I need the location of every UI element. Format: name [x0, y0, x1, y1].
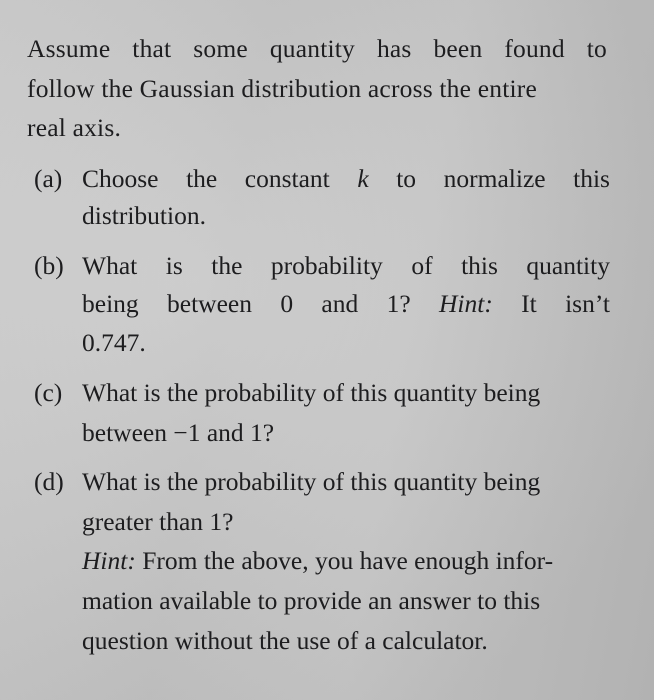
- item-a-word: to: [396, 164, 417, 193]
- item-d-hint-label: Hint:: [82, 546, 136, 575]
- intro-word: to: [586, 34, 607, 63]
- item-b-word: being: [82, 289, 139, 318]
- item-d-line-1: What is the probability of this quantity being: [82, 467, 541, 496]
- item-b-label: (b): [34, 251, 64, 280]
- item-b-word: isn’t: [565, 289, 610, 318]
- item-b-line-1: [82, 251, 610, 281]
- item-a-constant-k: k: [357, 164, 369, 193]
- item-d-label: (d): [34, 467, 64, 496]
- item-c-label: (c): [34, 378, 63, 407]
- item-a-word: Choose: [82, 164, 159, 193]
- item-b-line-3: 0.747.: [82, 328, 146, 357]
- item-a-word: normalize: [443, 164, 546, 193]
- item-c-line-2: between −1 and 1?: [82, 418, 275, 447]
- item-b-word: between: [167, 289, 252, 318]
- item-b-word: is: [165, 251, 183, 280]
- intro-line-1: [27, 34, 607, 64]
- item-b-word: probability: [270, 251, 383, 280]
- intro-word: quantity: [269, 34, 356, 63]
- item-d-hint-text: From the above, you have enough infor-: [142, 546, 554, 575]
- item-b-word: and: [321, 289, 359, 318]
- item-d-line-2: greater than 1?: [82, 507, 234, 536]
- item-b-hint-label: Hint:: [439, 289, 493, 318]
- item-a-line-2: distribution.: [82, 201, 206, 230]
- intro-line-3: real axis.: [27, 113, 122, 142]
- item-b-word: quantity: [526, 251, 610, 280]
- item-a-label: (a): [34, 164, 63, 193]
- item-a-word: constant: [244, 164, 330, 193]
- intro-line-2: follow the Gaussian distribution across the entire: [27, 74, 537, 103]
- intro-word: that: [132, 34, 172, 63]
- intro-word: found: [504, 34, 565, 63]
- item-b-word: 1?: [386, 289, 411, 318]
- item-c-line-1: What is the probability of this quantity being: [82, 378, 541, 407]
- item-b-word: What: [82, 251, 138, 280]
- item-b-word: the: [211, 251, 243, 280]
- intro-word: been: [433, 34, 483, 63]
- item-d-hint-line-1: [82, 546, 610, 576]
- item-a-word: the: [186, 164, 218, 193]
- intro-word: some: [193, 34, 248, 63]
- intro-word: has: [376, 34, 412, 63]
- item-b-word: It: [521, 289, 537, 318]
- item-a-word: this: [573, 164, 610, 193]
- item-d-hint-line-3: question without the use of a calculator.: [82, 626, 488, 655]
- item-a-line-1: [82, 164, 610, 194]
- item-b-word: this: [461, 251, 498, 280]
- item-d-hint-line-2: mation available to provide an answer to this: [82, 586, 541, 615]
- intro-word: Assume: [27, 34, 111, 63]
- item-b-word: of: [411, 251, 433, 280]
- item-b-word: 0: [280, 289, 294, 318]
- item-b-line-2: [82, 289, 610, 319]
